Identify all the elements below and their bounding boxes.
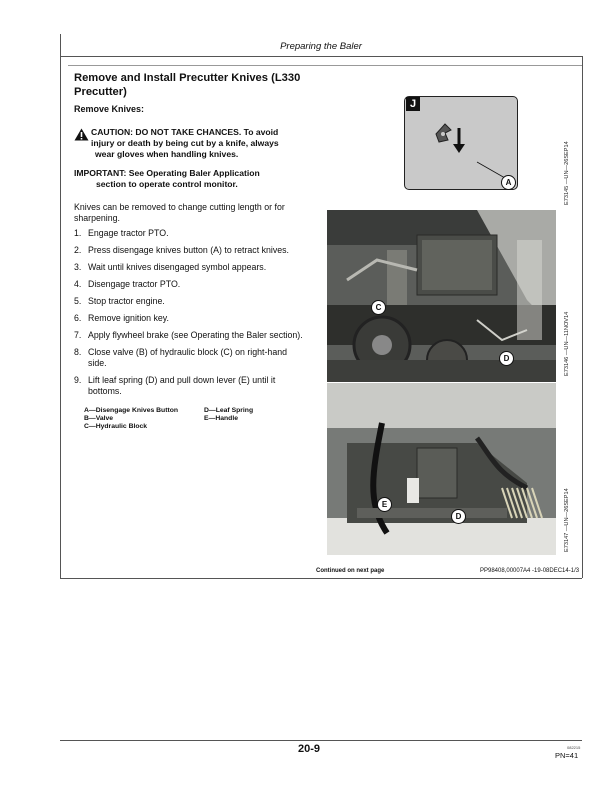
warning-triangle-icon	[74, 128, 89, 141]
figure-monitor-panel	[404, 96, 518, 190]
step-item	[74, 245, 324, 256]
step-number: 7.	[74, 330, 82, 340]
step-item	[74, 313, 324, 324]
callout-a: A	[501, 175, 516, 190]
title-line-1: Remove and Install Precutter Knives (L330	[74, 72, 301, 84]
figure-badge: J	[406, 97, 420, 111]
knives-disengage-symbol-icon	[431, 120, 467, 156]
subheading: Remove Knives:	[74, 104, 145, 114]
step-text-cont: bottoms.	[88, 386, 122, 396]
header-rule	[60, 56, 582, 57]
step-item	[74, 375, 324, 397]
step-item	[74, 330, 324, 341]
step-item	[74, 347, 324, 369]
legend-left	[84, 407, 178, 431]
legend-item: C—Hydraulic Block	[84, 423, 148, 430]
caution-line-1: CAUTION: DO NOT TAKE CHANCES. To avoid	[91, 127, 279, 137]
page-number: 20-9	[298, 743, 321, 755]
step-number: 3.	[74, 262, 82, 272]
body-bottom-rule	[60, 578, 582, 579]
step-number: 5.	[74, 296, 82, 306]
photo-illustration	[327, 383, 556, 555]
callout-d: D	[451, 509, 466, 524]
legend-item: B—Valve	[84, 415, 114, 422]
intro-line-1: Knives can be removed to change cutting length or for	[74, 202, 285, 212]
step-text: Apply flywheel brake (see Operating the Baler section).	[88, 330, 303, 340]
small-code: 082215	[567, 745, 581, 750]
important-line-2: section to operate control monitor.	[96, 179, 238, 189]
intro-paragraph	[74, 202, 324, 224]
important-line-1: IMPORTANT: See Operating Baler Application	[74, 168, 260, 178]
running-head: Preparing the Baler	[280, 41, 362, 52]
figure-code: E73147 —UN—26SEP14	[564, 488, 570, 552]
inner-top-rule	[68, 65, 582, 66]
document-reference: PP98408,00007A4 -19-08DEC14-1/3	[480, 568, 580, 574]
callout-d: D	[499, 351, 514, 366]
photo-illustration	[327, 210, 556, 382]
left-frame-rule	[60, 56, 61, 578]
step-text: Close valve (B) of hydraulic block (C) on right-hand	[88, 347, 287, 357]
step-text: Stop tractor engine.	[88, 296, 165, 306]
step-text: Wait until knives disengaged symbol appears.	[88, 262, 267, 272]
step-number: 9.	[74, 375, 82, 385]
step-number: 4.	[74, 279, 82, 289]
caution-line-3: wear gloves when handling knives.	[95, 149, 239, 159]
right-frame-rule	[582, 56, 583, 578]
step-text-cont: side.	[88, 358, 107, 368]
step-number: 6.	[74, 313, 82, 323]
step-item	[74, 279, 324, 290]
section-title	[74, 71, 314, 99]
step-text: Disengage tractor PTO.	[88, 279, 181, 289]
title-line-2: Precutter)	[74, 86, 127, 98]
pn-number: PN=41	[555, 751, 579, 760]
step-number: 2.	[74, 245, 82, 255]
intro-line-2: sharpening.	[74, 213, 120, 223]
photo-hydraulic-block	[327, 210, 556, 382]
figure-code: E73146 —UN—11NOV14	[564, 311, 570, 376]
footer-rule	[60, 740, 582, 741]
step-item	[74, 262, 324, 273]
step-text: Engage tractor PTO.	[88, 228, 169, 238]
step-text: Remove ignition key.	[88, 313, 170, 323]
step-text: Lift leaf spring (D) and pull down lever (E) until it	[88, 375, 276, 385]
step-item	[74, 228, 324, 239]
caution-line-2: injury or death by being cut by a knife, always	[91, 138, 279, 148]
callout-c: C	[371, 300, 386, 315]
step-number: 8.	[74, 347, 82, 357]
step-text: Press disengage knives button (A) to retract knives.	[88, 245, 289, 255]
legend-item: A—Disengage Knives Button	[84, 407, 179, 414]
photo-leaf-spring	[327, 383, 556, 555]
legend-right	[204, 407, 253, 423]
important-note	[74, 168, 324, 190]
legend-item: D—Leaf Spring	[204, 407, 254, 414]
legend-item: E—Handle	[204, 415, 238, 422]
callout-e: E	[377, 497, 392, 512]
step-number: 1.	[74, 228, 82, 238]
step-item	[74, 296, 324, 307]
figure-code: E73145 —UN—26SEP14	[564, 141, 570, 205]
continued-note: Continued on next page	[316, 568, 385, 574]
